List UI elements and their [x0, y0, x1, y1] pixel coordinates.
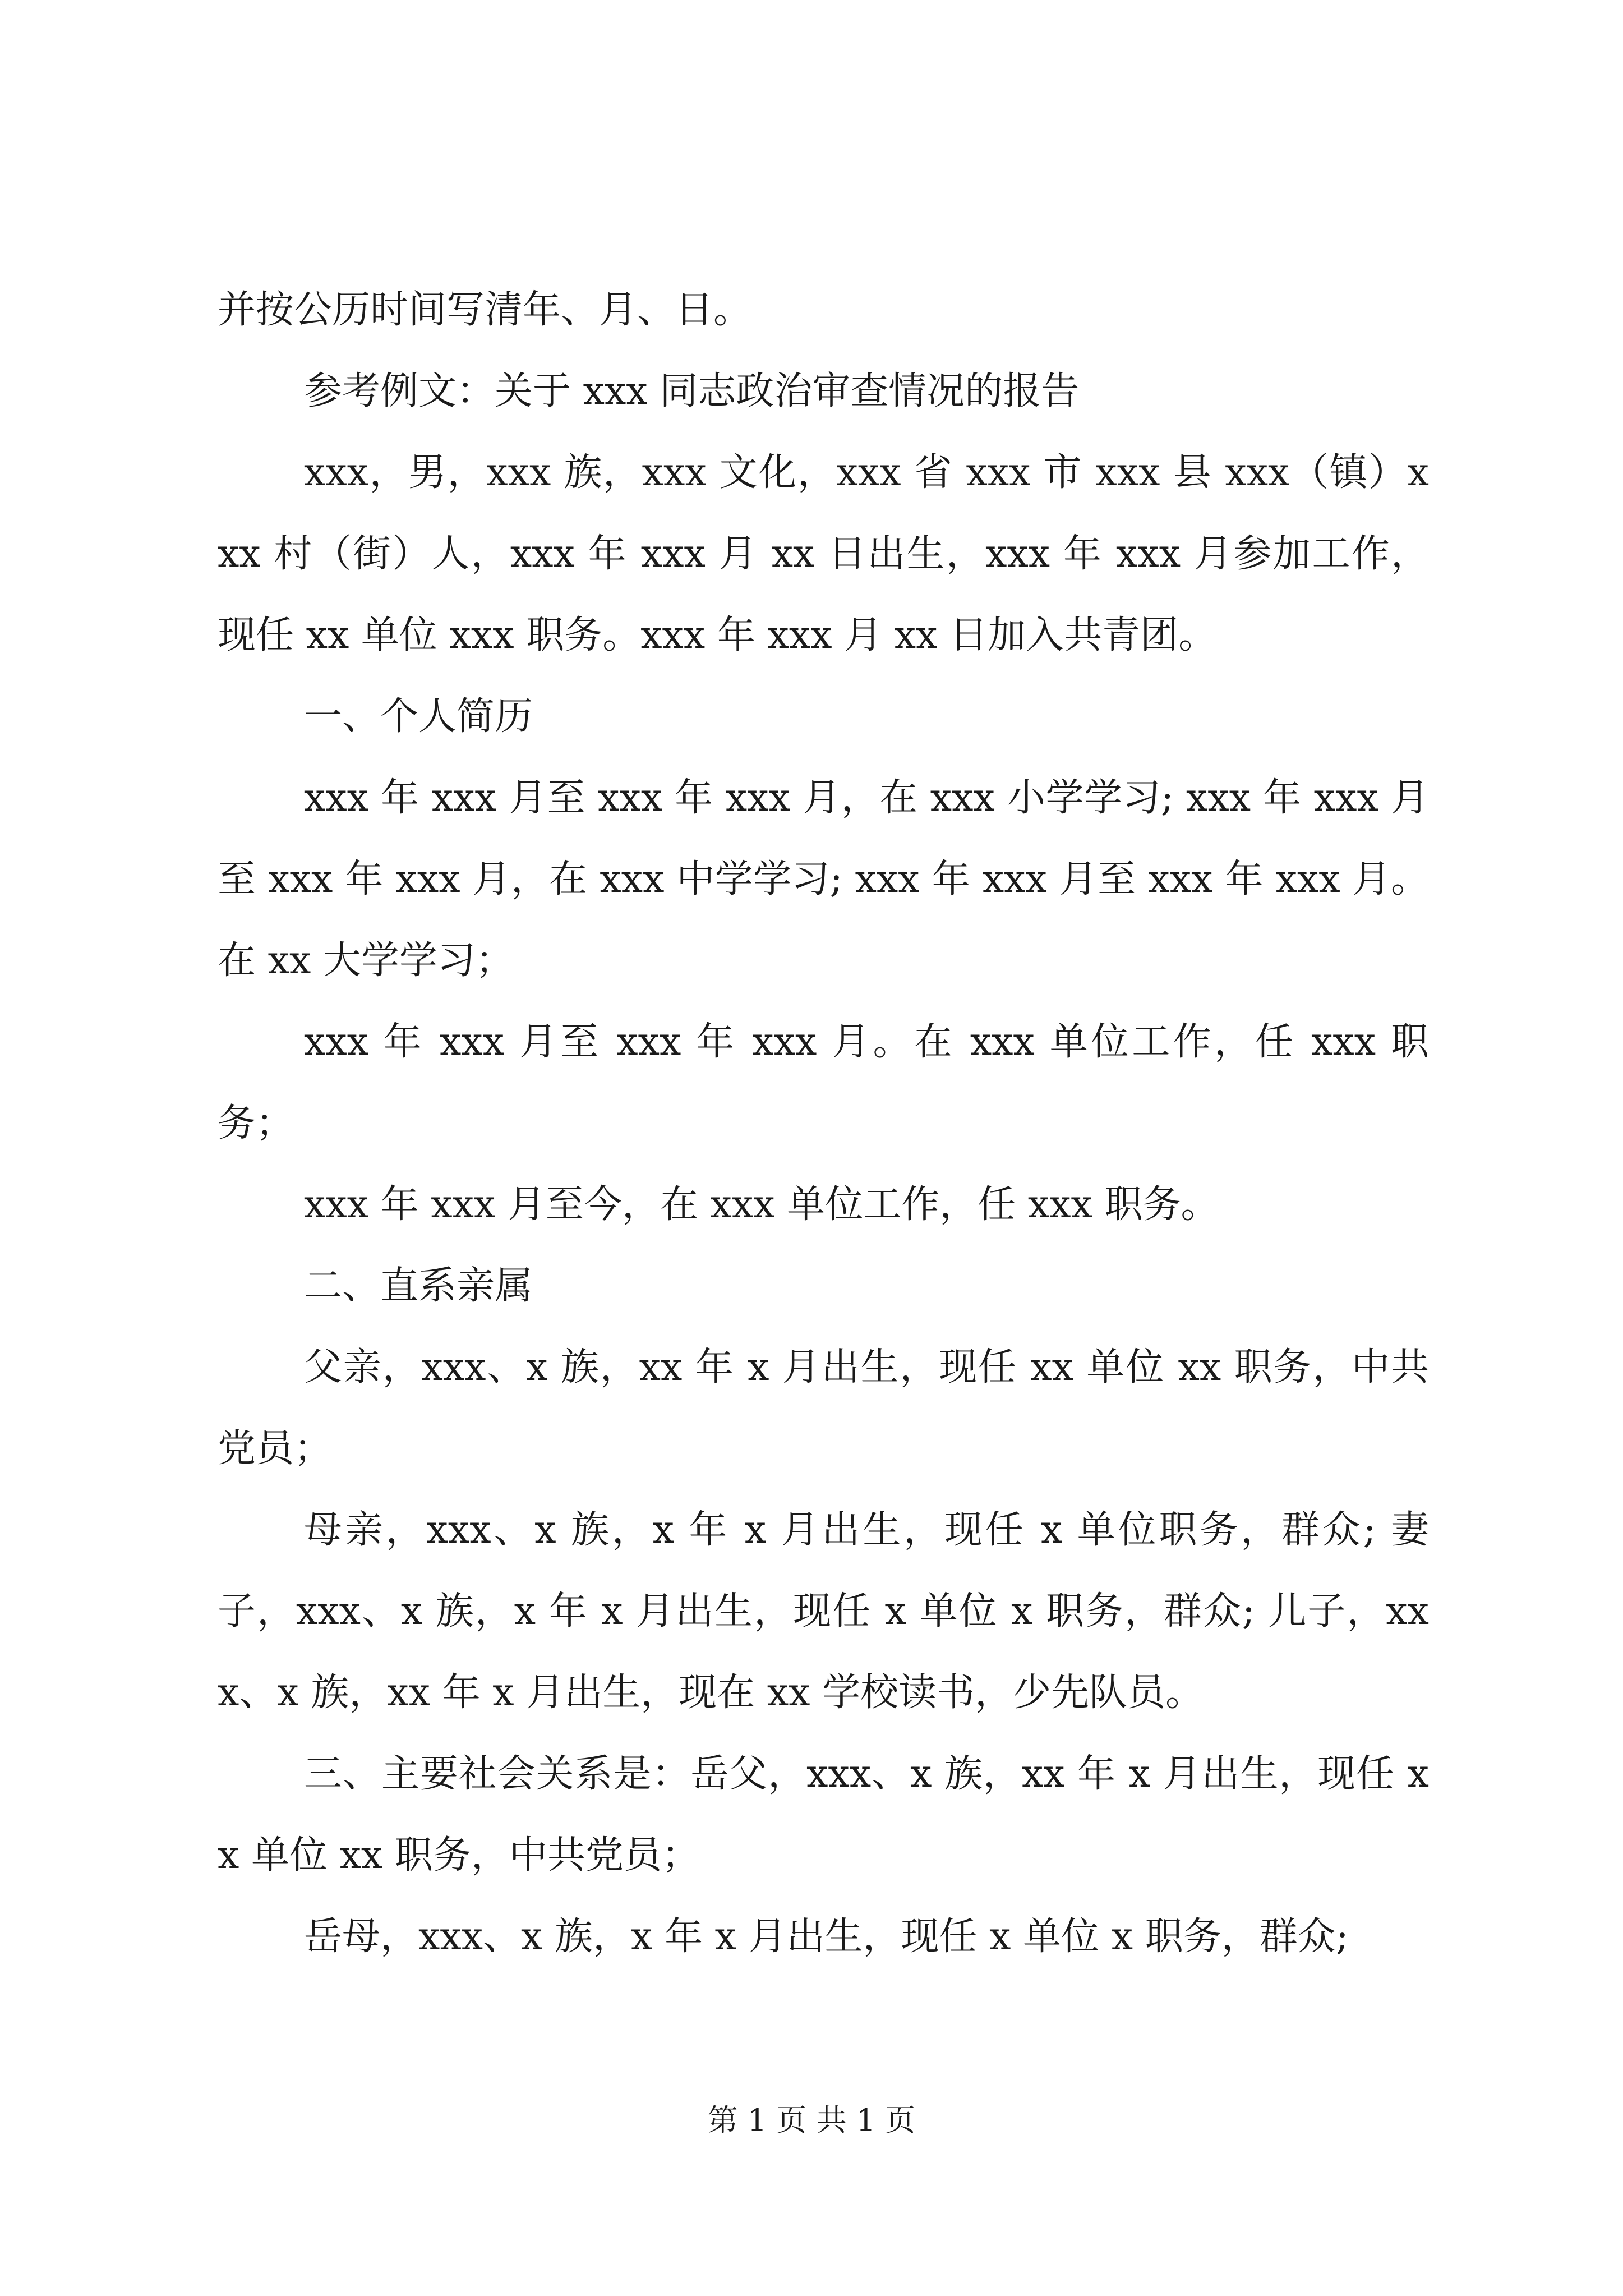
page-footer: 第 1 页 共 1 页 [707, 2102, 916, 2138]
paragraph-5: xxx 年 xxx 月至 xxx 年 xxx 月，在 xxx 小学学习; xxx 年 xxx 月至 xxx 年 xxx 月，在 xxx 中学学习; xxx 年 xxx 月至 xxx 年 xxx 月。在 xx 大学学习； [218, 776, 1429, 983]
paragraph-9: 父亲，xxx、x 族，xx 年 x 月出生，现任 xx 单位 xx 职务，中共党员； [218, 1345, 1429, 1471]
paragraph-7: xxx 年 xxx 月至今，在 xxx 单位工作，任 xxx 职务。 [304, 1182, 1219, 1227]
paragraph-2: 参考例文：关于 xxx 同志政治审查情况的报告 [304, 369, 1080, 413]
section-heading-2: 二、直系亲属 [304, 1264, 533, 1308]
paragraph-10: 母亲，xxx、x 族，x 年 x 月出生，现任 x 单位职务，群众; 妻子，xxx、x 族，x 年 x 月出生，现任 x 单位 x 职务，群众; 儿子，xxx、x 族，xx 年 x 月出生，现在 xx 学校读书，少先队员。 [218, 1508, 1429, 1715]
section-heading-3: 三、主要社会关系是：岳父，xxx、x 族，xx 年 x 月出生，现任 xx 单位 xx 职务，中共党员； [218, 1752, 1429, 1878]
document-body [218, 269, 1429, 1977]
paragraph-3: xxx，男，xxx 族，xxx 文化，xxx 省 xxx 市 xxx 县 xxx（镇）xxx 村（街）人，xxx 年 xxx 月 xx 日出生，xxx 年 xxx 月参加工作，现任 xx 单位 xxx 职务。xxx 年 xxx 月 xx 日加入共青团。 [218, 450, 1429, 657]
paragraph-6: xxx 年 xxx 月至 xxx 年 xxx 月。在 xxx 单位工作，任 xxx 职务； [218, 1020, 1429, 1145]
paragraph-12: 岳母，xxx、x 族，x 年 x 月出生，现任 x 单位 x 职务，群众; [304, 1915, 1349, 1959]
paragraph-1: 并按公历时间写清年、月、日。 [218, 288, 752, 332]
section-heading-1: 一、个人简历 [304, 694, 533, 739]
